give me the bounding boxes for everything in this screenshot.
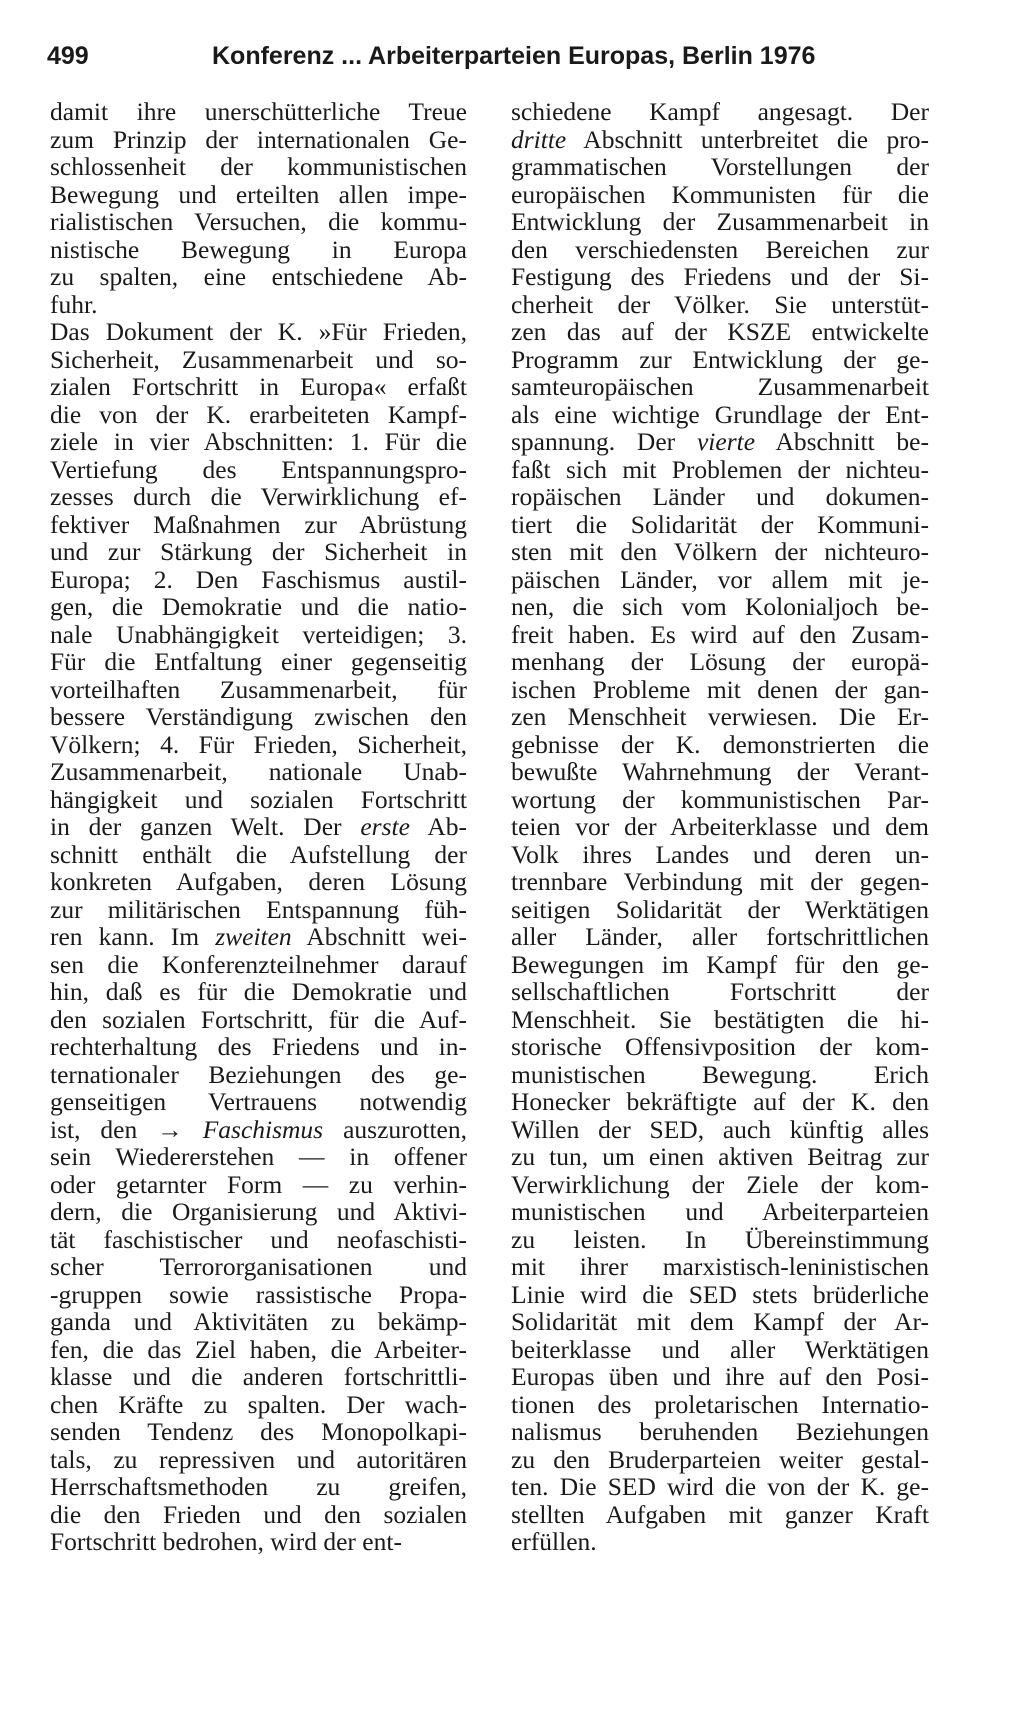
text-line — [50, 181, 467, 209]
text-line — [511, 676, 929, 704]
text-line — [511, 1143, 929, 1171]
text-line — [50, 1088, 467, 1116]
text-segment: zu spalten, eine entschiedene Ab- — [50, 262, 467, 291]
text-line — [50, 1253, 467, 1281]
text-line — [511, 181, 929, 209]
text-segment: ternationaler Beziehungen des ge- — [50, 1059, 467, 1089]
italic-text: vierte — [696, 427, 756, 456]
text-segment: zesses durch die Verwirklichung ef- — [50, 482, 467, 511]
text-line — [50, 318, 467, 346]
text-segment: ist, den → — [50, 1114, 203, 1144]
text-line — [511, 456, 929, 484]
text-line — [50, 758, 467, 786]
text-segment: schiedene Kampf angesagt. Der — [511, 97, 929, 126]
text-line — [511, 263, 929, 291]
text-segment: seitigen Solidarität der Werktätigen — [511, 894, 929, 924]
text-segment: freit haben. Es wird auf den Zusam- — [511, 619, 929, 649]
text-line — [511, 1363, 929, 1391]
text-segment: samteuropäischen Zusammenarbeit — [511, 372, 929, 401]
text-line — [50, 566, 467, 594]
text-segment: päischen Länder, vor allem mit je- — [511, 564, 929, 594]
text-segment: dern, die Organisierung und Aktivi- — [50, 1197, 467, 1226]
page-number: 499 — [47, 42, 89, 70]
text-segment: Europas üben und ihre auf den Posi- — [511, 1362, 929, 1391]
text-segment: zur militärischen Entspannung füh- — [50, 894, 467, 924]
running-head: Konferenz ... Arbeiterparteien Europas, Berlin 1976 — [212, 42, 816, 70]
text-line — [50, 841, 467, 869]
text-segment: beiterklasse und aller Werktätigen — [511, 1334, 929, 1364]
italic-text: dritte — [511, 124, 567, 154]
text-segment: teien vor der Arbeiterklasse und dem — [511, 812, 929, 841]
text-line — [50, 236, 467, 264]
text-segment: gen, die Demokratie und die natio- — [50, 592, 467, 621]
text-line — [511, 346, 929, 374]
text-segment: Menschheit. Sie bestätigten die hi- — [511, 1004, 929, 1034]
text-line — [50, 126, 467, 154]
text-line — [511, 1171, 929, 1199]
text-line — [511, 896, 929, 924]
text-line — [50, 868, 467, 896]
text-segment: und zur Stärkung der Sicherheit in — [50, 537, 467, 566]
text-line — [511, 401, 929, 429]
text-line — [50, 1226, 467, 1254]
left-text-column — [50, 98, 467, 1556]
text-line — [50, 428, 467, 456]
text-segment: Europa; 2. Den Faschismus austil- — [50, 564, 467, 594]
text-line — [511, 1528, 929, 1556]
text-line — [511, 1061, 929, 1089]
text-line — [511, 1253, 929, 1281]
text-segment: schlossenheit der kommunistischen — [50, 152, 467, 181]
text-segment: sten mit den Völkern der nichteuro- — [511, 537, 929, 566]
text-segment: Entwicklung der Zusammenarbeit in — [511, 207, 929, 236]
text-segment: Festigung des Friedens und der Si- — [511, 262, 929, 291]
text-line — [50, 1363, 467, 1391]
text-line — [511, 1088, 929, 1116]
text-segment: rialistischen Versuchen, die kommu- — [50, 207, 467, 236]
text-line — [50, 1501, 467, 1529]
text-line — [511, 593, 929, 621]
italic-text: zweiten — [215, 922, 292, 951]
text-segment: fuhr. — [50, 289, 98, 319]
text-line — [50, 1308, 467, 1336]
text-line — [511, 511, 929, 539]
text-segment: nale Unabhängigkeit verteidigen; 3. — [50, 619, 467, 649]
text-segment: ren kann. Im — [50, 922, 216, 951]
text-segment: fen, die das Ziel haben, die Arbeiter- — [50, 1334, 467, 1364]
text-line — [50, 1336, 467, 1364]
text-segment: tiert die Solidarität der Kommuni- — [511, 509, 929, 539]
text-segment: zu tun, um einen aktiven Beitrag zur — [511, 1142, 929, 1171]
text-line — [50, 978, 467, 1006]
text-line — [511, 1391, 929, 1419]
text-segment: tät faschistischer und neofaschisti- — [50, 1224, 467, 1254]
text-line — [50, 923, 467, 951]
text-line — [511, 1281, 929, 1309]
text-line — [50, 1061, 467, 1089]
text-segment: Willen der SED, auch künftig alles — [511, 1114, 929, 1144]
text-segment: trennbare Verbindung mit der gegen- — [511, 867, 929, 896]
text-segment: scher Terrororganisationen und — [50, 1252, 467, 1281]
text-segment: munistischen und Arbeiterparteien — [511, 1197, 929, 1226]
text-segment: Vertiefung des Entspannungspro- — [50, 454, 467, 484]
text-line — [50, 208, 467, 236]
text-segment: Herrschaftsmethoden zu greifen, — [50, 1472, 467, 1501]
text-segment: tals, zu repressiven und autoritären — [50, 1444, 467, 1474]
right-text-column — [511, 98, 929, 1556]
text-line — [50, 483, 467, 511]
text-segment: konkreten Aufgaben, deren Lösung — [50, 867, 467, 896]
text-segment: damit ihre unerschütterliche Treue — [50, 97, 467, 126]
text-line — [511, 153, 929, 181]
text-line — [511, 1446, 929, 1474]
text-segment: Abschnitt wei- — [291, 922, 467, 951]
text-segment: gebnisse der K. demonstrierten die — [511, 729, 929, 759]
text-segment: hin, daß es für die Demokratie und — [50, 977, 467, 1006]
text-line — [50, 401, 467, 429]
text-segment: Abschnitt be- — [755, 427, 929, 456]
text-segment: ten. Die SED wird die von der K. ge- — [511, 1472, 929, 1501]
text-segment: Volk ihres Landes und deren un- — [511, 839, 929, 869]
text-segment: sein Wiedererstehen — in offener — [50, 1142, 467, 1171]
text-segment: zen Menschheit verwiesen. Die Er- — [511, 702, 929, 731]
text-line — [50, 951, 467, 979]
text-line — [511, 373, 929, 401]
text-segment: -gruppen sowie rassistische Propa- — [50, 1279, 467, 1309]
text-segment: ganda und Aktivitäten zu bekämp- — [50, 1307, 467, 1336]
text-line — [50, 676, 467, 704]
text-segment: zu den Bruderparteien weiter gestal- — [511, 1444, 929, 1474]
text-line — [511, 951, 929, 979]
text-line — [511, 1501, 929, 1529]
text-segment: bewußte Wahrnehmung der Verant- — [511, 757, 929, 786]
text-line — [50, 1006, 467, 1034]
text-segment: sen die Konferenzteilnehmer darauf — [50, 949, 467, 979]
text-segment: storische Offensivposition der kom- — [511, 1032, 929, 1061]
text-segment: zum Prinzip der internationalen Ge- — [50, 124, 467, 154]
text-line — [511, 978, 929, 1006]
text-line — [511, 566, 929, 594]
text-segment: zialen Fortschritt in Europa« erfaßt — [50, 372, 467, 401]
text-segment: cherheit der Völker. Sie unterstüt- — [511, 289, 929, 319]
text-segment: nen, die sich vom Kolonialjoch be- — [511, 592, 929, 621]
text-segment: munistischen Bewegung. Erich — [511, 1059, 929, 1089]
text-segment: Linie wird die SED stets brüderliche — [511, 1279, 929, 1309]
text-segment: rechterhaltung des Friedens und in- — [50, 1032, 467, 1061]
text-segment: in der ganzen Welt. Der — [50, 812, 361, 841]
text-segment: Sicherheit, Zusammenarbeit und so- — [50, 344, 467, 374]
text-line — [50, 456, 467, 484]
text-segment: Das Dokument der K. »Für Frieden, — [50, 317, 467, 346]
text-line — [511, 318, 929, 346]
text-segment: Ab- — [409, 812, 467, 841]
text-line — [50, 1418, 467, 1446]
text-segment: auszurotten, — [323, 1114, 467, 1144]
text-segment: fektiver Maßnahmen zur Abrüstung — [50, 509, 467, 539]
text-segment: Bewegung und erteilten allen impe- — [50, 179, 467, 209]
text-line — [511, 1116, 929, 1144]
text-line — [50, 511, 467, 539]
text-line — [511, 758, 929, 786]
text-line — [50, 373, 467, 401]
text-segment: aller Länder, aller fortschrittlichen — [511, 922, 929, 951]
text-line — [50, 291, 467, 319]
text-segment: grammatischen Vorstellungen der — [511, 152, 929, 181]
text-line — [511, 538, 929, 566]
text-line — [50, 648, 467, 676]
text-line — [50, 1528, 467, 1556]
text-segment: ropäischen Länder und dokumen- — [511, 482, 929, 511]
text-segment: nistische Bewegung in Europa — [50, 234, 467, 264]
text-line — [511, 731, 929, 759]
text-segment: tionen des proletarischen Internatio- — [511, 1389, 929, 1419]
text-line — [50, 1033, 467, 1061]
text-line — [511, 483, 929, 511]
text-segment: klasse und die anderen fortschrittli- — [50, 1362, 467, 1391]
italic-text: Faschismus — [202, 1114, 324, 1144]
text-line — [50, 263, 467, 291]
text-segment: Fortschritt bedrohen, wird der ent- — [50, 1527, 402, 1556]
text-segment: zu leisten. In Übereinstimmung — [511, 1224, 929, 1254]
text-segment: Zusammenarbeit, nationale Unab- — [50, 757, 467, 786]
text-segment: spannung. Der — [511, 427, 697, 456]
text-line — [511, 1308, 929, 1336]
text-segment: erfüllen. — [511, 1527, 597, 1556]
text-line — [50, 1281, 467, 1309]
text-line — [50, 346, 467, 374]
text-segment: mit ihrer marxistisch-leninistischen — [511, 1252, 929, 1281]
text-line — [50, 813, 467, 841]
text-line — [50, 593, 467, 621]
text-segment: den verschiedensten Bereichen zur — [511, 234, 929, 264]
text-line — [50, 621, 467, 649]
text-segment: Verwirklichung der Ziele der kom- — [511, 1169, 929, 1199]
text-line — [511, 1033, 929, 1061]
text-segment: hängigkeit und sozialen Fortschritt — [50, 784, 467, 814]
text-segment: stellten Aufgaben mit ganzer Kraft — [511, 1499, 929, 1529]
text-line — [511, 621, 929, 649]
text-line — [50, 703, 467, 731]
text-line — [50, 1446, 467, 1474]
text-line — [50, 731, 467, 759]
text-line — [511, 868, 929, 896]
text-line — [511, 1198, 929, 1226]
text-segment: Für die Entfaltung einer gegenseitig — [50, 647, 467, 676]
text-segment: vorteilhaften Zusammenarbeit, für — [50, 674, 467, 704]
text-line — [511, 1226, 929, 1254]
text-segment: chen Kräfte zu spalten. Der wach- — [50, 1389, 467, 1419]
text-line — [511, 291, 929, 319]
text-segment: Völkern; 4. Für Frieden, Sicherheit, — [50, 729, 467, 759]
text-segment: nalismus beruhenden Beziehungen — [511, 1417, 929, 1446]
text-line — [50, 1198, 467, 1226]
text-line — [511, 126, 929, 154]
text-segment: Solidarität mit dem Kampf der Ar- — [511, 1307, 929, 1336]
text-line — [511, 236, 929, 264]
text-segment: sellschaftlichen Fortschritt der — [511, 977, 929, 1006]
text-line — [511, 648, 929, 676]
text-segment: menhang der Lösung der europä- — [511, 647, 929, 676]
text-line — [50, 1391, 467, 1419]
text-line — [50, 98, 467, 126]
text-line — [511, 923, 929, 951]
text-segment: ziele in vier Abschnitten: 1. Für die — [50, 427, 467, 456]
text-segment: senden Tendenz des Monopolkapi- — [50, 1417, 467, 1446]
text-line — [511, 428, 929, 456]
italic-text: erste — [360, 812, 410, 841]
text-segment: Abschnitt unterbreitet die pro- — [566, 124, 929, 154]
text-segment: den sozialen Fortschritt, für die Auf- — [50, 1004, 467, 1034]
text-line — [50, 786, 467, 814]
text-line — [511, 1336, 929, 1364]
text-line — [511, 98, 929, 126]
text-line — [50, 1116, 467, 1144]
text-line — [511, 1006, 929, 1034]
text-segment: Honecker bekräftigte auf der K. den — [511, 1087, 929, 1116]
text-segment: oder getarnter Form — zu verhin- — [50, 1169, 467, 1199]
text-segment: als eine wichtige Grundlage der Ent- — [511, 399, 929, 429]
text-segment: die den Frieden und den sozialen — [50, 1499, 467, 1529]
text-line — [50, 538, 467, 566]
text-line — [511, 1473, 929, 1501]
text-segment: schnitt enthält die Aufstellung der — [50, 839, 467, 869]
text-segment: faßt sich mit Problemen der nichteu- — [511, 454, 929, 484]
text-line — [50, 896, 467, 924]
text-segment: bessere Verständigung zwischen den — [50, 702, 467, 731]
text-line — [511, 841, 929, 869]
text-line — [50, 1171, 467, 1199]
text-line — [511, 703, 929, 731]
text-segment: zen das auf der KSZE entwickelte — [511, 317, 929, 346]
text-segment: wortung der kommunistischen Par- — [511, 784, 929, 814]
text-segment: Programm zur Entwicklung der ge- — [511, 344, 929, 374]
text-segment: die von der K. erarbeiteten Kampf- — [50, 399, 467, 429]
text-line — [511, 1418, 929, 1446]
text-segment: Bewegungen im Kampf für den ge- — [511, 949, 929, 979]
text-line — [511, 208, 929, 236]
text-line — [50, 153, 467, 181]
text-segment: genseitigen Vertrauens notwendig — [50, 1087, 467, 1116]
text-segment: europäischen Kommunisten für die — [511, 179, 929, 209]
text-line — [50, 1473, 467, 1501]
text-line — [511, 786, 929, 814]
text-line — [511, 813, 929, 841]
page-header — [47, 38, 927, 74]
text-line — [50, 1143, 467, 1171]
text-segment: ischen Probleme mit denen der gan- — [511, 674, 929, 704]
